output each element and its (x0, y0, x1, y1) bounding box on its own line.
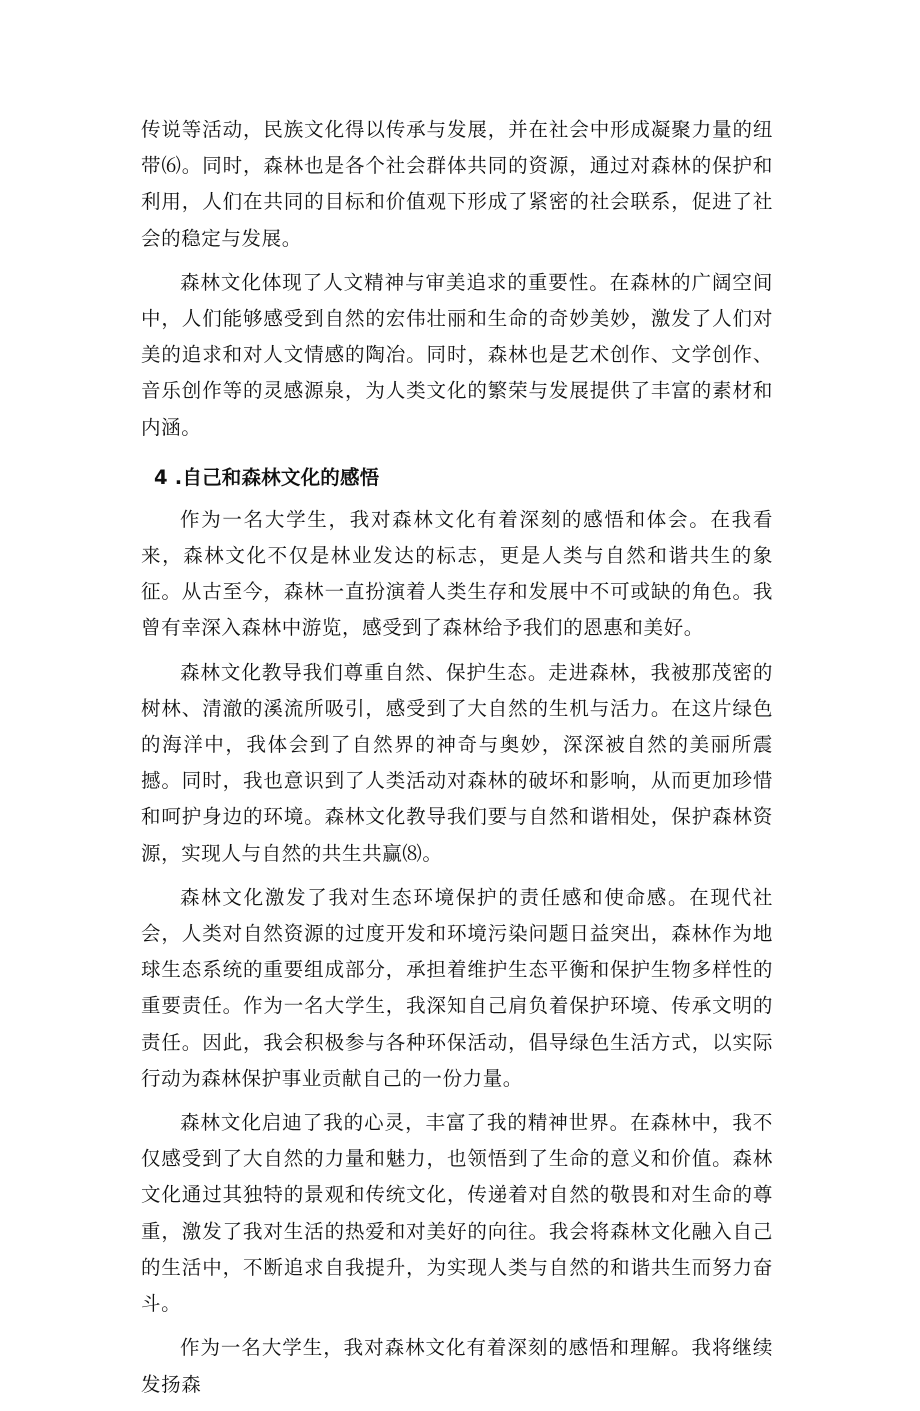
paragraph-3: 作为一名大学生，我对森林文化有着深刻的感悟和体会。在我看来，森林文化不仅是林业发达的标志，更是人类与自然和谐共生的象征。从古至今，森林一直扮演着人类生存和发展中不可或缺的角色。我曾有幸深入森林中游览，感受到了森林给予我们的恩惠和美好。 (141, 507, 773, 640)
document-body (141, 112, 773, 1411)
paragraph-5: 森林文化激发了我对生态环境保护的责任感和使命感。在现代社会，人类对自然资源的过度开发和环境污染问题日益突出，森林作为地球生态系统的重要组成部分，承担着维护生态平衡和保护生物多样性的重要责任。作为一名大学生，我深知自己肩负着保护环境、传承文明的责任。因此，我会积极参与各种环保活动，倡导绿色生活方式，以实际行动为森林保护事业贡献自己的一份力量。 (141, 885, 773, 1090)
section-heading: 4 .自己和森林文化的感悟 (154, 465, 380, 489)
paragraph-1: 传说等活动，民族文化得以传承与发展，并在社会中形成凝聚力量的纽带⑹。同时，森林也是各个社会群体共同的资源，通过对森林的保护和利用，人们在共同的目标和价值观下形成了紧密的社会联系，促进了社会的稳定与发展。 (141, 118, 773, 250)
paragraph-7: 作为一名大学生，我对森林文化有着深刻的感悟和理解。我将继续发扬森 (141, 1336, 773, 1396)
paragraph-2: 森林文化体现了人文精神与审美追求的重要性。在森林的广阔空间中，人们能够感受到自然的宏伟壮丽和生命的奇妙美妙，激发了人们对美的追求和对人文情感的陶冶。同时，森林也是艺术创作、文学创作、音乐创作等的灵感源泉，为人类文化的繁荣与发展提供了丰富的素材和内涵。 (141, 270, 773, 439)
paragraph-4: 森林文化教导我们尊重自然、保护生态。走进森林，我被那茂密的树林、清澈的溪流所吸引，感受到了大自然的生机与活力。在这片绿色的海洋中，我体会到了自然界的神奇与奥妙，深深被自然的美丽所震撼。同时，我也意识到了人类活动对森林的破坏和影响，从而更加珍惜和呵护身边的环境。森林文化教导我们要与自然和谐相处，保护森林资源，实现人与自然的共生共赢⑻。 (141, 660, 773, 865)
paragraph-6: 森林文化启迪了我的心灵，丰富了我的精神世界。在森林中，我不仅感受到了大自然的力量和魅力，也领悟到了生命的意义和价值。森林文化通过其独特的景观和传统文化，传递着对自然的敬畏和对生命的尊重，激发了我对生活的热爱和对美好的向往。我会将森林文化融入自己的生活中，不断追求自我提升，为实现人类与自然的和谐共生而努力奋斗。 (141, 1111, 773, 1316)
